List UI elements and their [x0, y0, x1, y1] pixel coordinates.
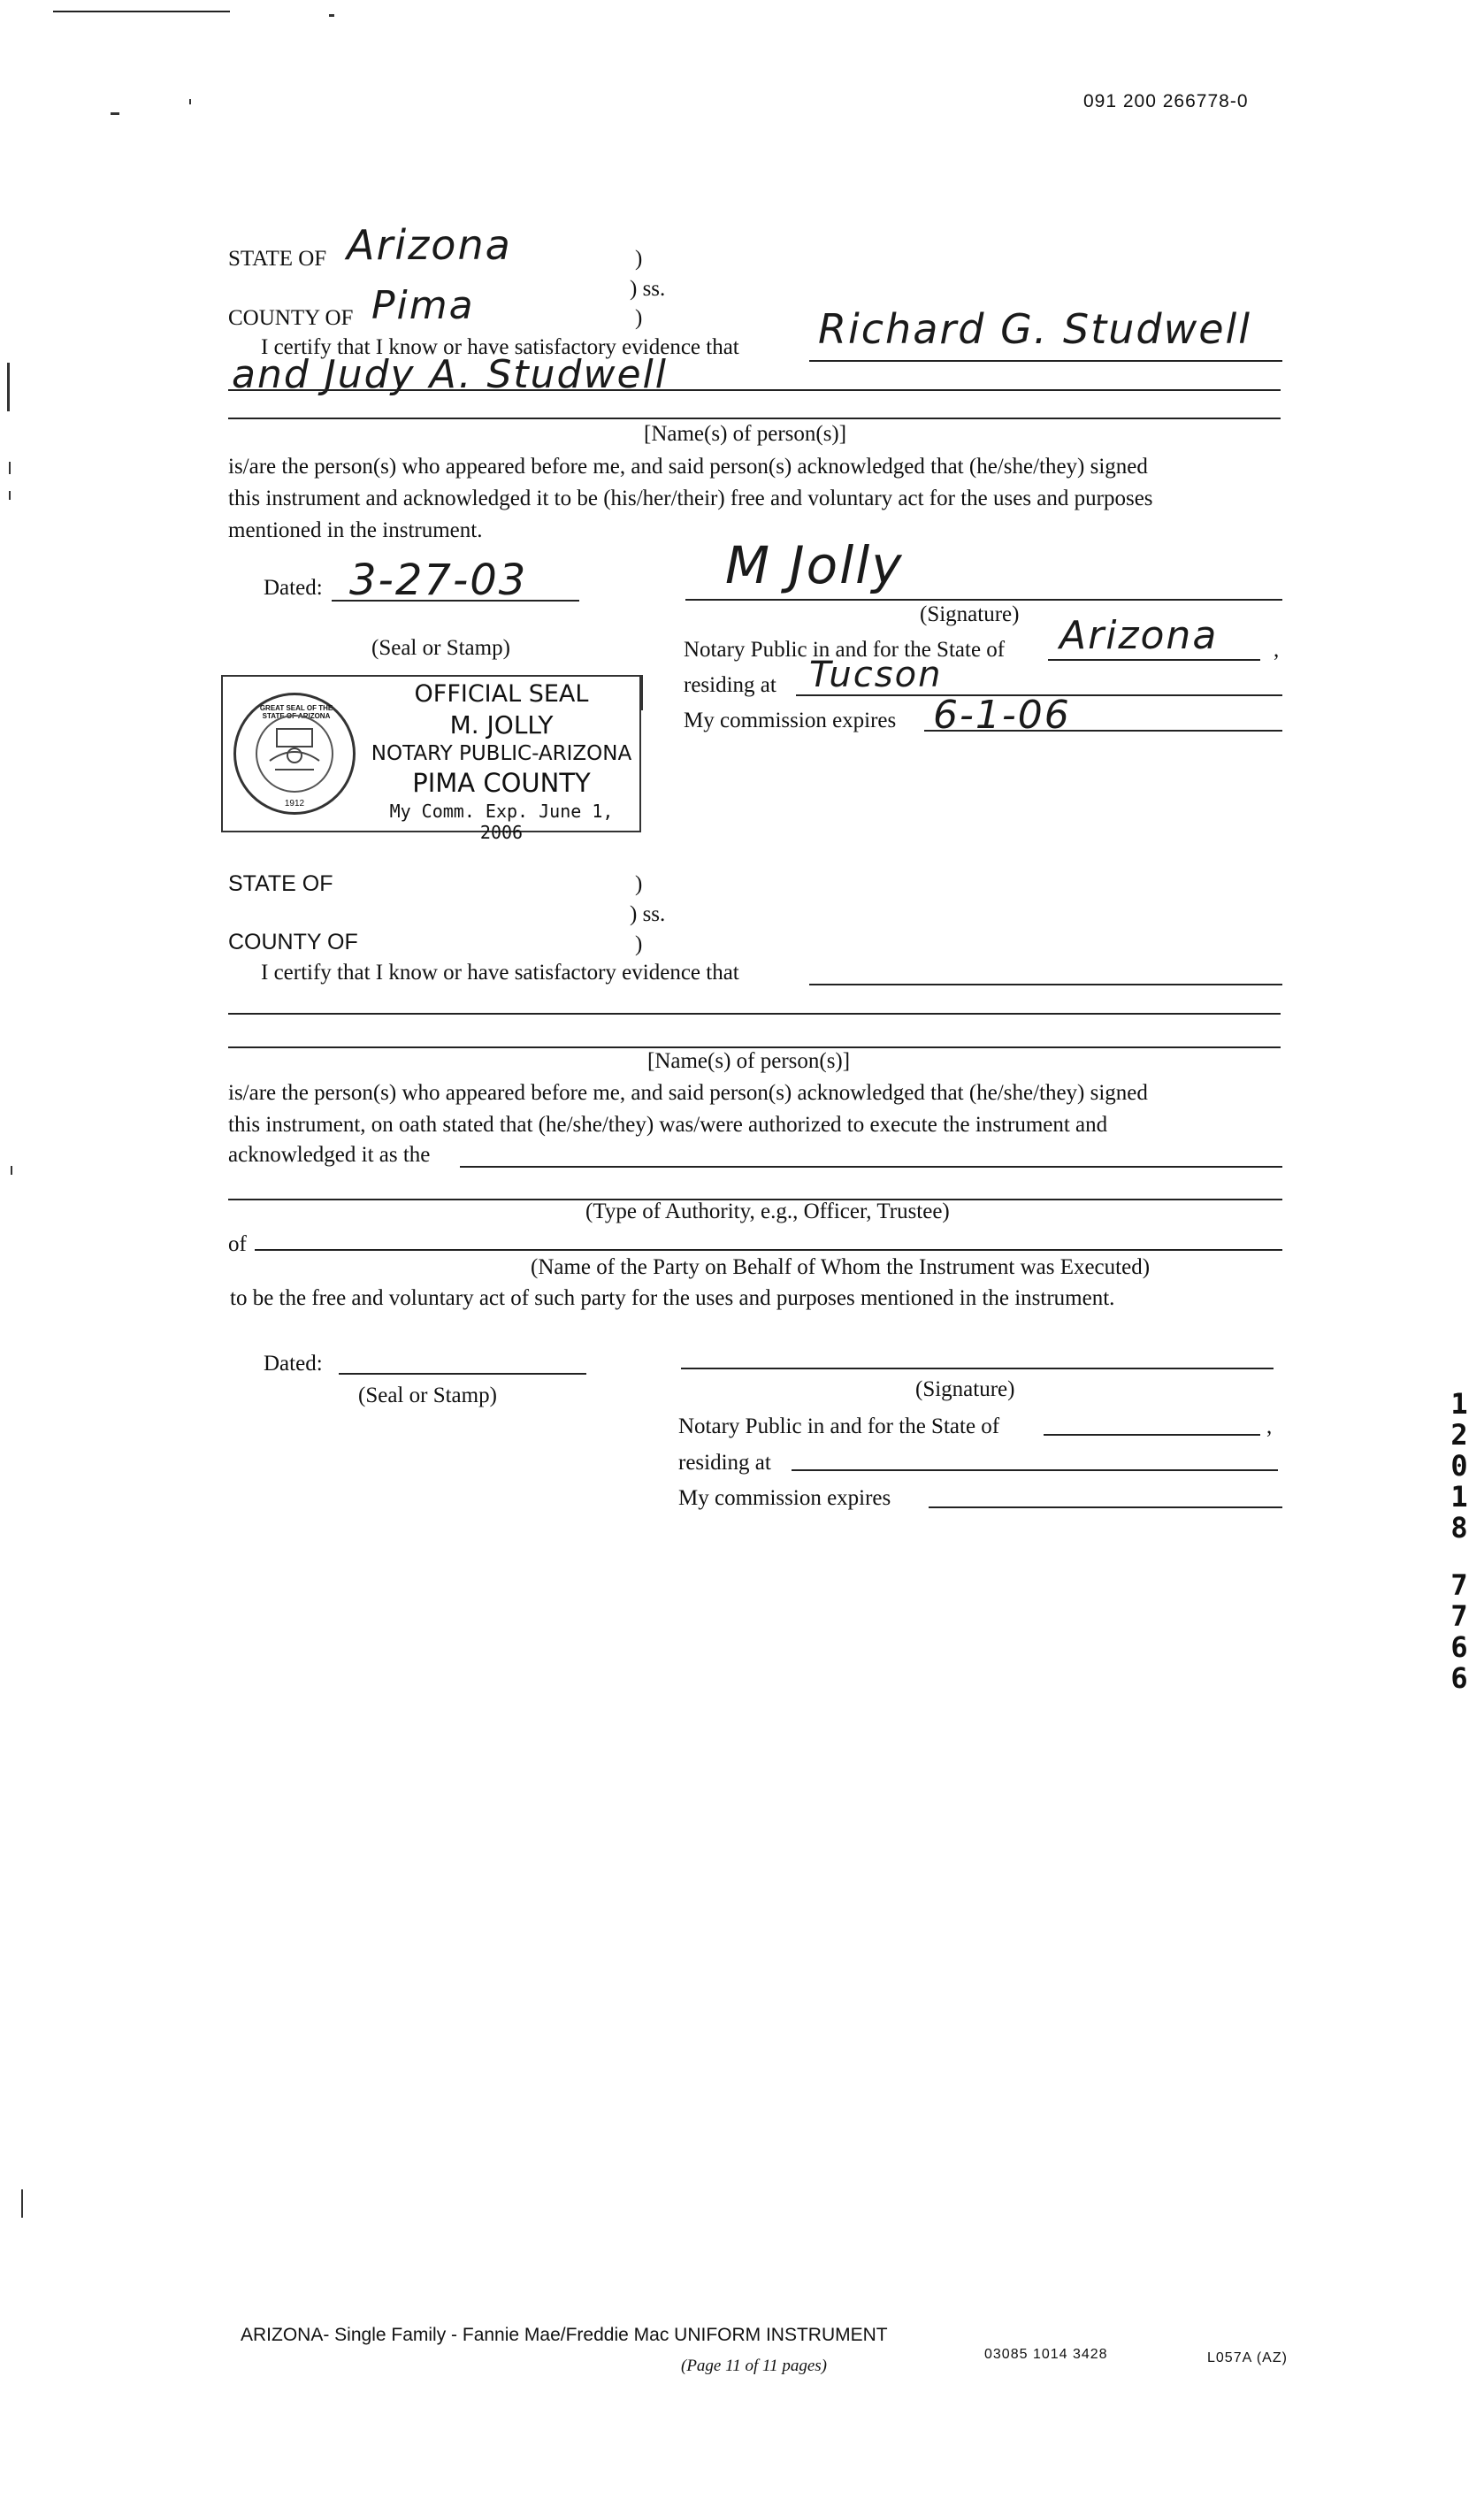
- paren: ): [635, 247, 643, 271]
- seal-caption: (Seal or Stamp): [371, 636, 510, 660]
- commission-value: 6-1-06: [933, 693, 1071, 738]
- paragraph-line: this instrument, on oath stated that (he/she/they) was/were authorized to execute the instrument and: [228, 1113, 1108, 1137]
- scan-mark: [329, 14, 334, 17]
- loan-number: 091 200 266778-0: [1083, 91, 1249, 111]
- scan-mark: [7, 363, 10, 411]
- seal-emblem-icon: [257, 717, 332, 791]
- state-seal-icon: [233, 693, 356, 815]
- person-name-1: Richard G. Studwell: [818, 305, 1252, 353]
- recording-digit: 2: [1450, 1418, 1468, 1452]
- person-line: [809, 984, 1282, 985]
- recording-digit: 6: [1450, 1630, 1468, 1664]
- recording-digit: 0: [1450, 1449, 1468, 1483]
- commission-label: My commission expires: [684, 709, 897, 732]
- notary-state-line: [1048, 659, 1260, 661]
- dated-line: [332, 600, 579, 602]
- recording-digit: 6: [1450, 1661, 1468, 1695]
- acknowledgment-paragraph-2: [228, 1077, 1282, 1141]
- notary-state-line-2: [1044, 1434, 1260, 1436]
- authority-line: [460, 1166, 1282, 1168]
- residing-label-2: residing at: [678, 1451, 771, 1475]
- scan-edge-line: [53, 11, 230, 12]
- paragraph-line: this instrument and acknowledged it to be (his/her/their) free and voluntary act for the uses and purposes: [228, 487, 1153, 510]
- scan-mark: [189, 99, 191, 104]
- acknowledgment-paragraph: [228, 451, 1282, 547]
- party-caption: (Name of the Party on Behalf of Whom the Instrument was Executed): [531, 1255, 1151, 1279]
- seal-year: 1912: [284, 799, 305, 809]
- seal-caption-2: (Seal or Stamp): [358, 1384, 497, 1407]
- of-label: of: [228, 1232, 247, 1256]
- commission-label-2: My commission expires: [678, 1486, 891, 1510]
- certify-text-2: I certify that I know or have satisfactory evidence that: [261, 961, 739, 985]
- person-line: [809, 360, 1282, 362]
- commission-line: [924, 730, 1282, 732]
- ss-label-2: ) ss.: [630, 902, 666, 926]
- free-act-text: to be the free and voluntary act of such party for the uses and purposes mentioned in the instrument.: [230, 1286, 1115, 1310]
- person-name-2: and Judy A. Studwell: [232, 352, 668, 397]
- signature-value: M Jolly: [725, 535, 904, 595]
- notary-state-value: Arizona: [1059, 613, 1219, 658]
- scan-mark: [9, 491, 11, 500]
- residing-label: residing at: [684, 673, 776, 697]
- person-line: [228, 1013, 1281, 1015]
- paragraph-line: mentioned in the instrument.: [228, 518, 483, 542]
- scan-mark: [9, 462, 11, 474]
- person-line: [228, 418, 1281, 419]
- paren: ): [635, 306, 643, 330]
- recording-digit: 7: [1450, 1599, 1468, 1633]
- residing-line-2: [792, 1469, 1278, 1471]
- stamp-line: OFFICIAL SEAL: [414, 680, 589, 708]
- person-line: [228, 389, 1281, 391]
- stamp-line: PIMA COUNTY: [412, 768, 591, 798]
- paren: ): [635, 932, 643, 956]
- notary-comma-2: ,: [1266, 1414, 1273, 1438]
- stamp-line: My Comm. Exp. June 1, 2006: [389, 801, 614, 843]
- ss-label: ) ss.: [630, 277, 666, 301]
- party-line: [255, 1249, 1282, 1251]
- commission-line-2: [929, 1506, 1282, 1508]
- acknowledged-label: acknowledged it as the: [228, 1143, 431, 1167]
- seal-inner-circle: [256, 715, 333, 793]
- signature-caption-2: (Signature): [915, 1377, 1015, 1401]
- county-value: Pima: [371, 283, 475, 328]
- paragraph-line: is/are the person(s) who appeared before me, and said person(s) acknowledged that (he/she/they) signed: [228, 1081, 1148, 1105]
- form-id: L057A (AZ): [1207, 2350, 1288, 2365]
- names-caption: [Name(s) of person(s)]: [644, 422, 847, 446]
- dated-label-2: Dated:: [264, 1352, 323, 1376]
- notary-label-2: Notary Public in and for the State of: [678, 1414, 1000, 1438]
- notary-label: Notary Public in and for the State of: [684, 638, 1006, 662]
- signature-caption: (Signature): [920, 602, 1020, 626]
- scan-mark: [21, 2189, 23, 2218]
- dated-value: 3-27-03: [349, 556, 528, 605]
- dated-label: Dated:: [264, 576, 323, 600]
- signature-line-2: [681, 1368, 1274, 1369]
- county-label: COUNTY OF: [228, 306, 354, 330]
- notary-comma: ,: [1274, 638, 1280, 662]
- stamp-line: M. JOLLY: [449, 710, 554, 740]
- names-caption-2: [Name(s) of person(s)]: [647, 1049, 851, 1073]
- seal-ring-text: GREAT SEAL OF THE STATE OF ARIZONA: [259, 704, 333, 720]
- form-code: 03085 1014 3428: [984, 2347, 1108, 2362]
- recording-digit: 7: [1450, 1568, 1468, 1602]
- signature-line: [685, 599, 1282, 601]
- paragraph-line: is/are the person(s) who appeared before me, and said person(s) acknowledged that (he/she/they) signed: [228, 455, 1148, 479]
- residing-value: Tucson: [809, 655, 943, 695]
- authority-caption: (Type of Authority, e.g., Officer, Trustee): [585, 1200, 950, 1223]
- official-seal-stamp: [221, 675, 641, 843]
- state-value: Arizona: [347, 221, 512, 269]
- certify-text: I certify that I know or have satisfactory evidence that: [261, 335, 739, 359]
- dated-line-2: [339, 1373, 586, 1375]
- county-label-2: COUNTY OF: [228, 930, 358, 954]
- recording-digit: 1: [1450, 1387, 1468, 1421]
- page-label: (Page 11 of 11 pages): [681, 2357, 827, 2375]
- stamp-frame-mark: [641, 675, 643, 710]
- state-label: STATE OF: [228, 247, 327, 271]
- paren: ): [635, 872, 643, 896]
- state-label-2: STATE OF: [228, 871, 333, 896]
- recording-digit: 1: [1450, 1480, 1468, 1514]
- scan-mark: [111, 112, 119, 115]
- form-title: ARIZONA- Single Family - Fannie Mae/Freddie Mac UNIFORM INSTRUMENT: [241, 2325, 888, 2345]
- recording-digit: 8: [1450, 1511, 1468, 1545]
- stamp-line: NOTARY PUBLIC-ARIZONA: [371, 742, 632, 765]
- scan-mark: [11, 1166, 12, 1175]
